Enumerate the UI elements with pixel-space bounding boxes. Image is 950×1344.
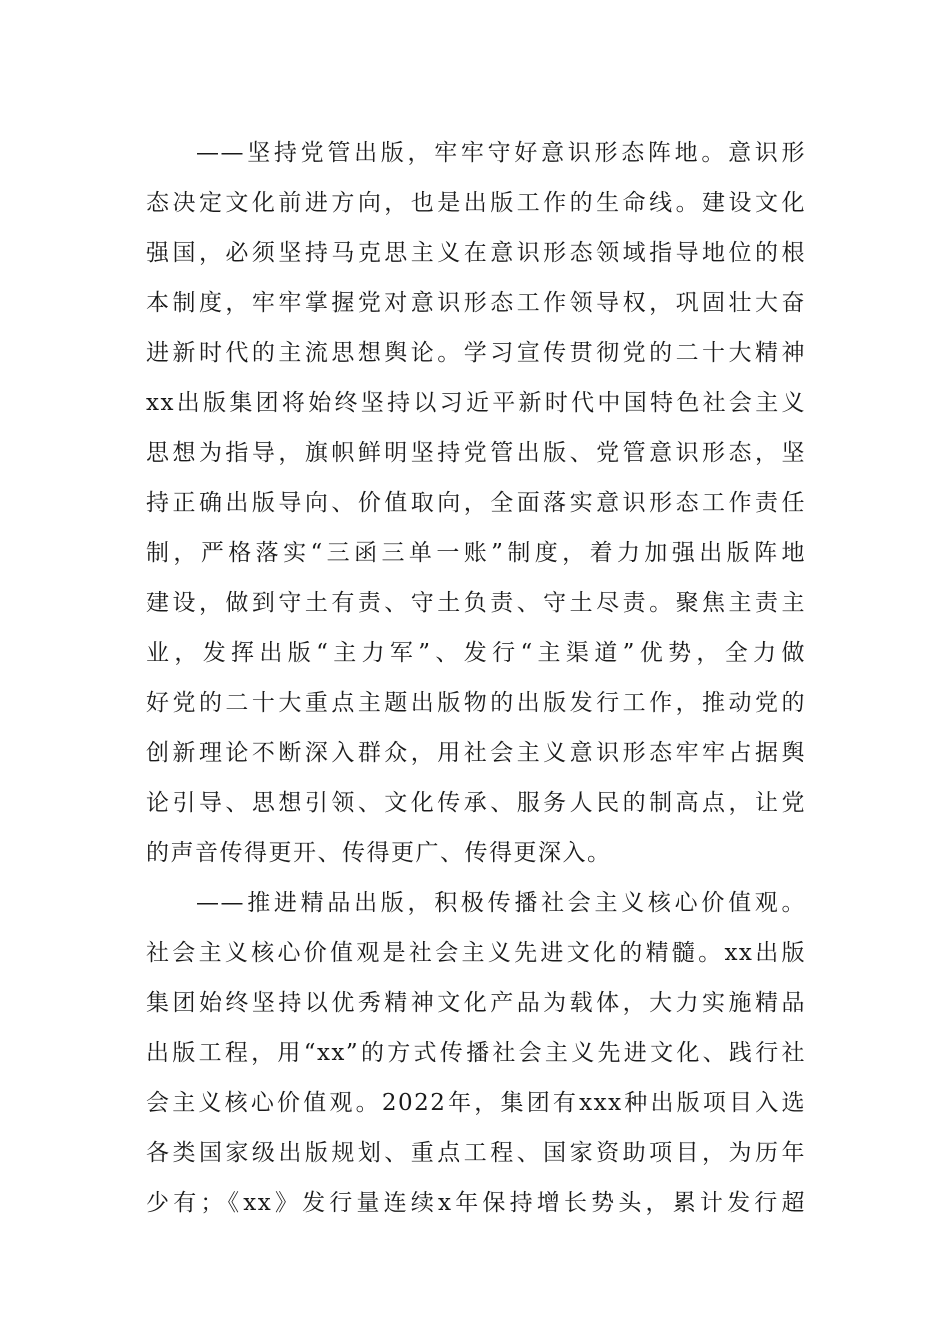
text-line: 少有；《xx》发行量连续x年保持增长势头，累计发行超	[146, 1190, 806, 1216]
paragraph-party-publishing	[146, 128, 806, 878]
text-line: 强国，必须坚持马克思主义在意识形态领域指导地位的根	[146, 240, 806, 266]
text-line: 业，发挥出版“主力军”、发行“主渠道”优势，全力做	[146, 640, 806, 666]
text-line: 进新时代的主流思想舆论。学习宣传贯彻党的二十大精神	[146, 340, 806, 366]
text-line: 态决定文化前进方向，也是出版工作的生命线。建设文化	[146, 190, 806, 216]
text-line: xx出版集团将始终坚持以习近平新时代中国特色社会主义	[146, 390, 806, 416]
text-line: 集团始终坚持以优秀精神文化产品为载体，大力实施精品	[146, 990, 806, 1016]
text-line: 创新理论不断深入群众，用社会主义意识形态牢牢占据舆	[146, 740, 806, 766]
text-line: 持正确出版导向、价值取向，全面落实意识形态工作责任	[146, 490, 806, 516]
body-text	[146, 128, 806, 1228]
text-line: 好党的二十大重点主题出版物的出版发行工作，推动党的	[146, 690, 806, 716]
paragraph-quality-publishing	[146, 878, 806, 1228]
text-line: 论引导、思想引领、文化传承、服务人民的制高点，让党	[146, 790, 806, 816]
text-line: 本制度，牢牢掌握党对意识形态工作领导权，巩固壮大奋	[146, 290, 806, 316]
text-line: 会主义核心价值观。2022年，集团有xxx种出版项目入选	[146, 1090, 806, 1116]
text-line: ——推进精品出版，积极传播社会主义核心价值观。	[196, 890, 806, 916]
text-line: 思想为指导，旗帜鲜明坚持党管出版、党管意识形态，坚	[146, 440, 806, 466]
text-line: 各类国家级出版规划、重点工程、国家资助项目，为历年	[146, 1140, 806, 1166]
text-line: 出版工程，用“xx”的方式传播社会主义先进文化、践行社	[146, 1040, 806, 1066]
text-line: 的声音传得更开、传得更广、传得更深入。	[146, 840, 612, 866]
text-line: 社会主义核心价值观是社会主义先进文化的精髓。xx出版	[146, 940, 806, 966]
text-line: 建设，做到守土有责、守土负责、守土尽责。聚焦主责主	[146, 590, 806, 616]
text-line: 制，严格落实“三函三单一账”制度，着力加强出版阵地	[146, 540, 806, 566]
text-line: ——坚持党管出版，牢牢守好意识形态阵地。意识形	[196, 140, 806, 166]
